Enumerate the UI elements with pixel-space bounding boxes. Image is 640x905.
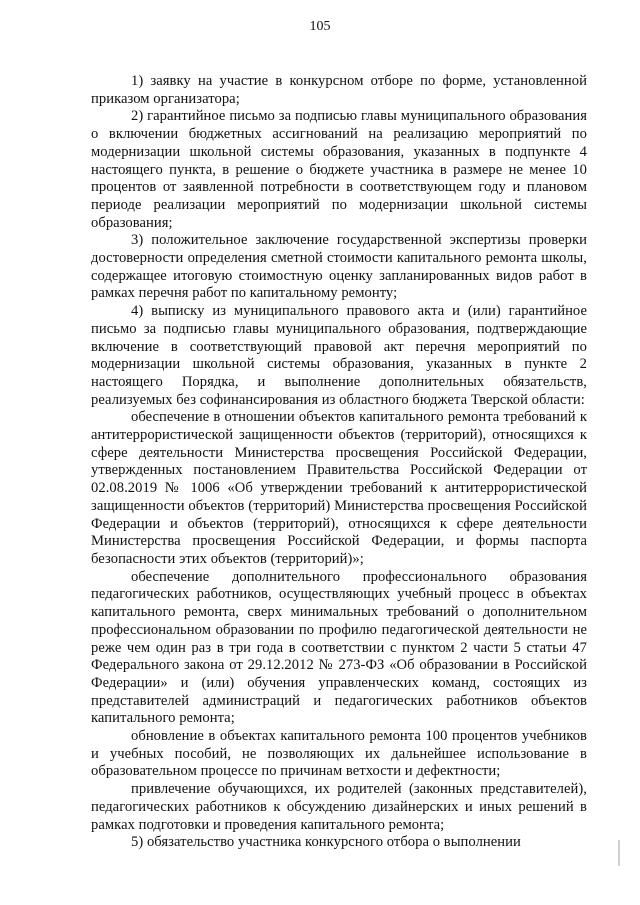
- paragraph-item-5-obligation: 5) обязательство участника конкурсного отбора о выполнении: [131, 834, 521, 851]
- paragraph-item-1-application: 1) заявку на участие в конкурсном отборе по форме, установленной приказом организатора;: [91, 73, 587, 107]
- scan-edge-mark: [618, 840, 620, 866]
- paragraph-antiterrorist-protection: обеспечение в отношении объектов капитального ремонта требований к антитеррористической защищенности объектов (территорий), относящихся к сфере деятельности Министерства просвещения Российской Федерации, утвержденных постановлением Правительства Российской Федерации от 02.08.2019 № 1006 «Об утверждении требований к антитеррористической защищенности объектов (территорий) Министерства просвещения Российской Федерации и объектов (территорий), относящихся к сфере деятельности Министерства просвещения Российской Федерации, и формы паспорта безопасности этих объектов (территорий)»;: [91, 409, 587, 567]
- page-number: 105: [309, 19, 331, 34]
- paragraph-item-4-municipal-act-extract: 4) выписку из муниципального правового акта и (или) гарантийное письмо за подписью главы муниципального образования, подтверждающие включение в соответствующий правовой акт перечня мероприятий по модернизации школьной системы образования, указанных в пункте 2 настоящего Порядка, и выполнение дополнительных обязательств, реализуемых без софинансирования из областного бюджета Тверской области:: [91, 303, 587, 408]
- paragraph-stakeholder-involvement: привлечение обучающихся, их родителей (законных представителей), педагогических работников к обсуждению дизайнерских и иных решений в рамках подготовки и проведения капитального ремонта;: [91, 781, 587, 833]
- paragraph-item-3-expertise-conclusion: 3) положительное заключение государственной экспертизы проверки достоверности определения сметной стоимости капитального ремонта школы, содержащее итоговую стоимостную оценку запланированных видов работ в рамках перечня работ по капитальному ремонту;: [91, 232, 587, 302]
- paragraph-professional-education: обеспечение дополнительного профессионального образования педагогических работников, осуществляющих учебный процесс в объектах капитального ремонта, сверх минимальных требований о дополнительном профессиональном образовании по профилю педагогической деятельности не реже чем один раз в три года в соответствии с пунктом 2 части 5 статьи 47 Федерального закона от 29.12.2012 № 273-ФЗ «Об образовании в Российской Федерации» и (или) обучения управленческих команд, состоящих из представителей администраций и педагогических работников объектов капитального ремонта;: [91, 568, 587, 727]
- paragraph-textbook-renewal: обновление в объектах капитального ремонта 100 процентов учебников и учебных пособий, не позволяющих их дальнейшее использование в образовательном процессе по причинам ветхости и дефектности;: [91, 728, 587, 780]
- document-body: [91, 73, 587, 852]
- paragraph-item-2-guarantee-letter: 2) гарантийное письмо за подписью главы муниципального образования о включении бюджетных ассигнований на реализацию мероприятий по модернизации школьной системы образования, указанных в подпункте 4 настоящего пункта, в решение о бюджете участника в размере не менее 10 процентов от заявленной потребности в соответствующем году и плановом периоде реализации мероприятий по модернизации школьной системы образования;: [91, 108, 587, 231]
